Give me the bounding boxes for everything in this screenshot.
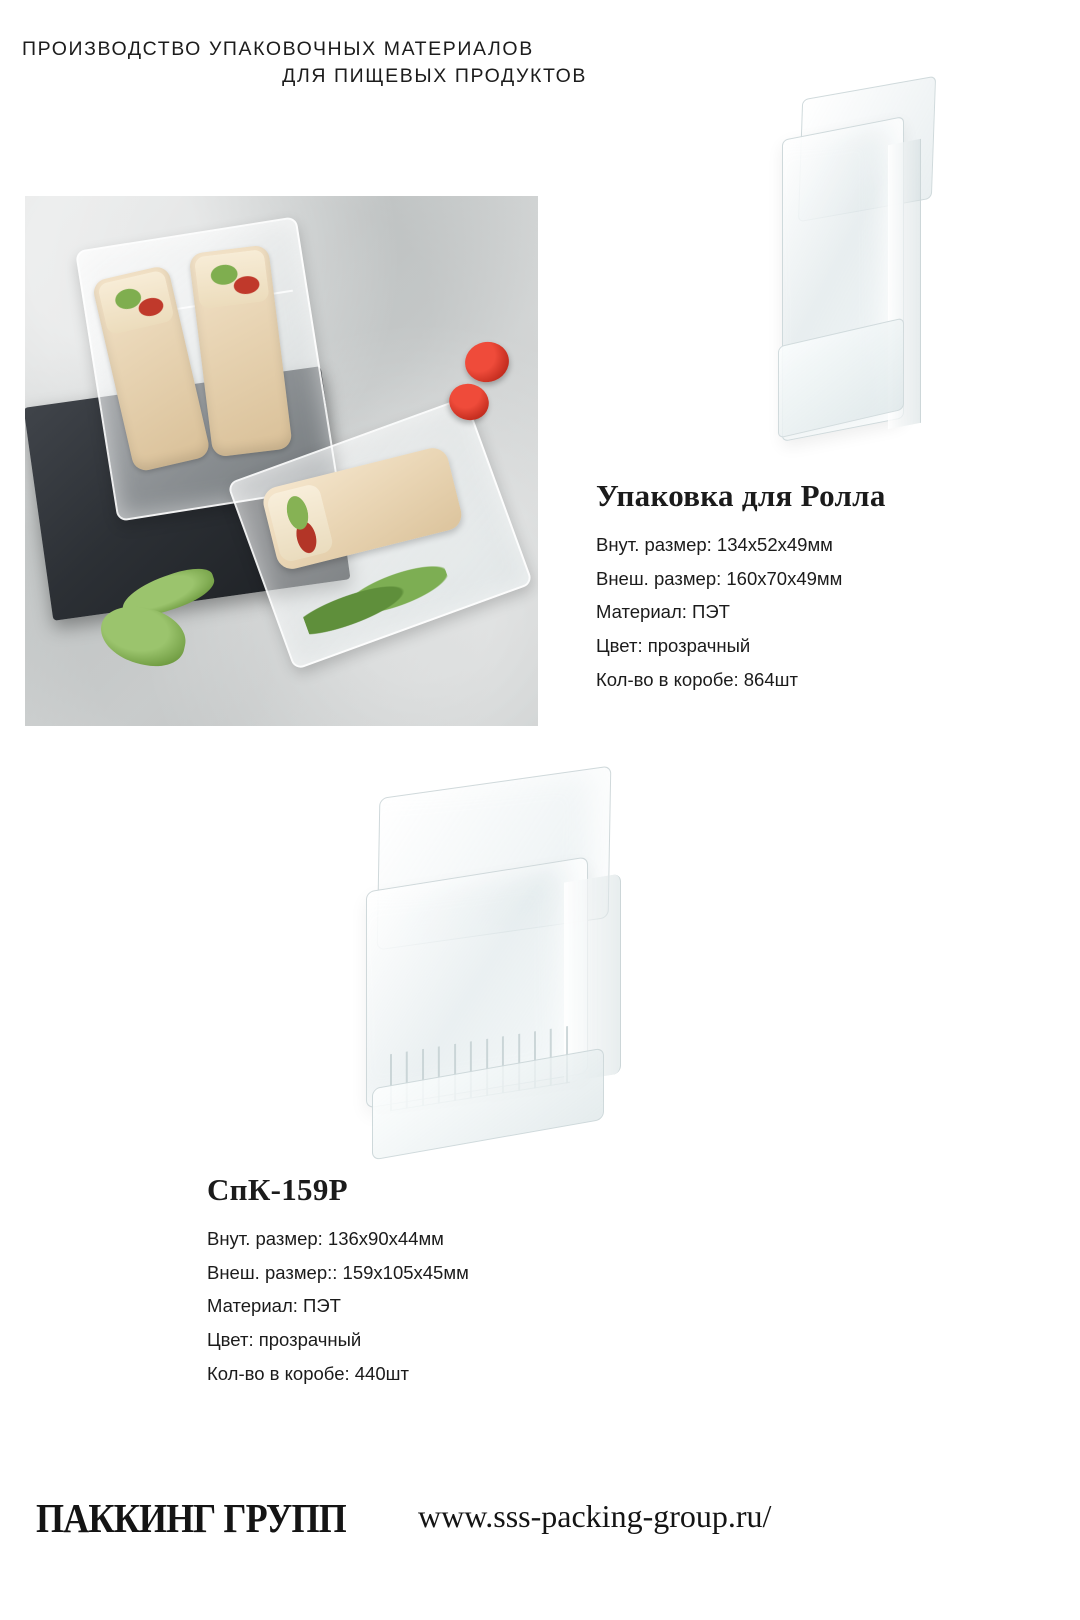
product-1-spec-material: Материал: ПЭТ	[596, 601, 730, 623]
product-2-info	[207, 1172, 687, 1390]
product-1-spec-color: Цвет: прозрачный	[596, 634, 751, 656]
roll-cut-face	[194, 249, 270, 309]
product-photo	[25, 196, 538, 726]
product-1-image	[760, 82, 950, 462]
website-url[interactable]: www.sss-packing-group.ru/	[418, 1498, 772, 1534]
roll-wrap-3	[260, 445, 465, 572]
product-2-title: СпК-159Р	[207, 1172, 348, 1207]
product-2-spec-material: Материал: ПЭТ	[207, 1295, 341, 1317]
roll-cut-face	[265, 483, 334, 564]
product-1-info	[596, 478, 1026, 696]
page-header	[0, 36, 596, 90]
product-2-spec-inner-size: Внут. размер: 136x90x44мм	[207, 1228, 444, 1249]
product-2-image	[350, 782, 640, 1172]
product-1-title: Упаковка для Ролла	[596, 478, 886, 513]
company-logo: ПАККИНГ ГРУПП	[36, 1495, 346, 1541]
product-1-spec-quantity: Кол-во в коробе: 864шт	[596, 668, 798, 690]
header-line-2: ДЛЯ ПИЩЕВЫХ ПРОДУКТОВ	[282, 64, 587, 87]
product-1-spec-outer-size: Внеш. размер: 160x70x49мм	[596, 567, 843, 589]
product-2-spec-color: Цвет: прозрачный	[207, 1328, 362, 1350]
roll-cut-face	[97, 269, 176, 335]
product-1-spec-inner-size: Внут. размер: 134x52x49мм	[596, 534, 833, 555]
product-2-spec-outer-size: Внеш. размер:: 159x105x45мм	[207, 1261, 469, 1283]
header-line-1: ПРОИЗВОДСТВО УПАКОВОЧНЫХ МАТЕРИАЛОВ	[22, 38, 534, 60]
product-2-spec-quantity: Кол-во в коробе: 440шт	[207, 1362, 409, 1384]
